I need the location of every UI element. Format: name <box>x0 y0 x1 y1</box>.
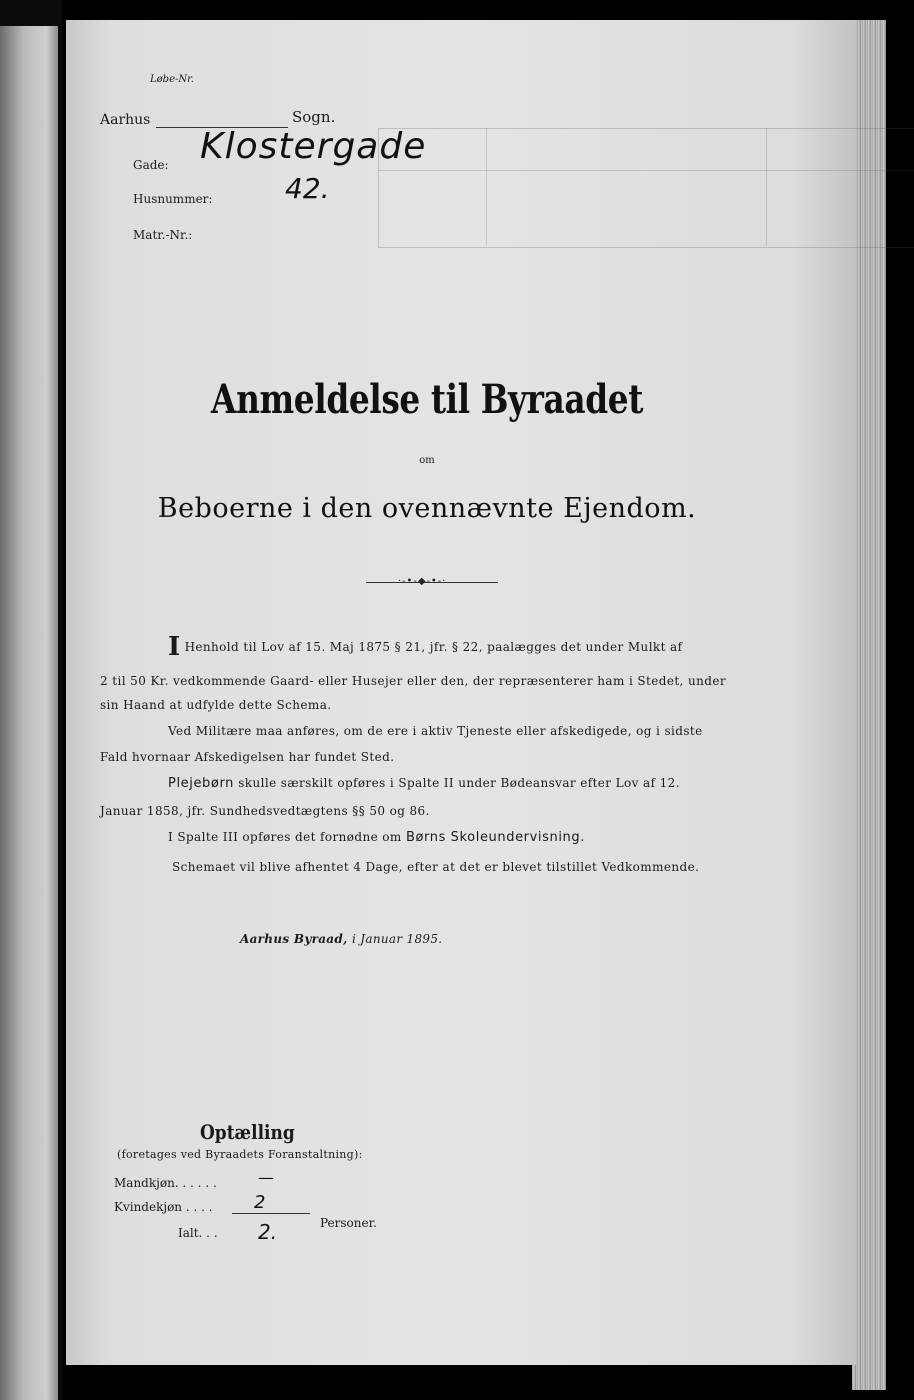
paragraph-2-line-2: Fald hvornaar Afskedigelsen har fundet Sted. <box>100 750 395 764</box>
lobe-nr-label: Løbe-Nr. <box>150 74 194 85</box>
paragraph-1-line-3: sin Haand at udfylde dette Schema. <box>100 698 332 712</box>
bleed-through-line <box>378 170 914 171</box>
paragraph-2-line-1: Ved Militære maa anføres, om de ere i aktiv Tjeneste eller afskedigede, og i sidste <box>168 724 703 738</box>
paragraph-3-text: skulle særskilt opføres i Spalte II under Bødeansvar efter Lov af 12. <box>238 776 680 790</box>
signature-line <box>240 932 442 946</box>
personer-label: Personer. <box>320 1216 377 1230</box>
city-label: Aarhus <box>100 112 151 128</box>
count-sum-line <box>232 1213 310 1214</box>
left-page-edge <box>0 26 58 1400</box>
paragraph-1-text: Henhold til Lov af 15. Maj 1875 § 21, jfr. § 22, paalægges det under Mulkt af <box>184 640 683 654</box>
gade-label: Gade: <box>133 158 169 172</box>
ialt-value: 2. <box>258 1220 278 1244</box>
signature-date: i Januar 1895. <box>352 932 443 946</box>
paragraph-3-line-1 <box>168 772 680 795</box>
paragraph-1-line-2: 2 til 50 Kr. vedkommende Gaard- eller Husejer eller den, der repræsenterer ham i Stedet, under <box>100 674 726 688</box>
skoleundervisning-emphasis: Børns Skoleundervisning. <box>405 830 585 845</box>
gade-handwritten: Klostergade <box>200 126 427 167</box>
drop-initial: I <box>168 632 181 662</box>
bleed-through-table <box>378 128 914 248</box>
mandkjon-label: Mandkjøn. . . . . . <box>114 1176 217 1190</box>
paragraph-4 <box>168 826 585 849</box>
signature-name: Aarhus Byraad, <box>240 932 348 946</box>
ialt-label: Ialt. . . <box>178 1226 218 1240</box>
husnummer-label: Husnummer: <box>133 192 213 206</box>
paragraph-3-line-2: Januar 1858, jfr. Sundhedsvedtægtens §§ 50 og 86. <box>100 804 430 818</box>
paragraph-4-text: I Spalte III opføres det fornødne om <box>168 830 402 844</box>
document-subtitle: Beboerne i den ovennævnte Ejendom. <box>157 493 697 524</box>
bleed-through-line <box>486 128 487 246</box>
bleed-through-line <box>766 128 767 246</box>
count-subtitle: (foretages ved Byraadets Foranstaltning): <box>117 1148 363 1161</box>
document-title: Anmeldelse til Byraadet <box>211 376 643 423</box>
kvindekjon-label: Kvindekjøn . . . . <box>114 1200 213 1214</box>
mandkjon-value: — <box>258 1168 274 1187</box>
paragraph-5: Schemaet vil blive afhentet 4 Dage, efter at det er blevet tilstillet Vedkommende. <box>172 860 700 874</box>
sogn-label: Sogn. <box>292 108 336 126</box>
count-title: Optælling <box>200 1120 295 1144</box>
kvindekjon-value: 2 <box>254 1192 266 1213</box>
title-connector: om <box>419 455 435 466</box>
divider-ornament: ·-•-◆-•-· <box>398 576 447 587</box>
paragraph-1-line-1 <box>168 632 683 662</box>
husnummer-handwritten: 42. <box>285 172 330 205</box>
plejeborn-emphasis: Plejebørn <box>168 776 235 791</box>
matr-label: Matr.-Nr.: <box>133 228 193 242</box>
